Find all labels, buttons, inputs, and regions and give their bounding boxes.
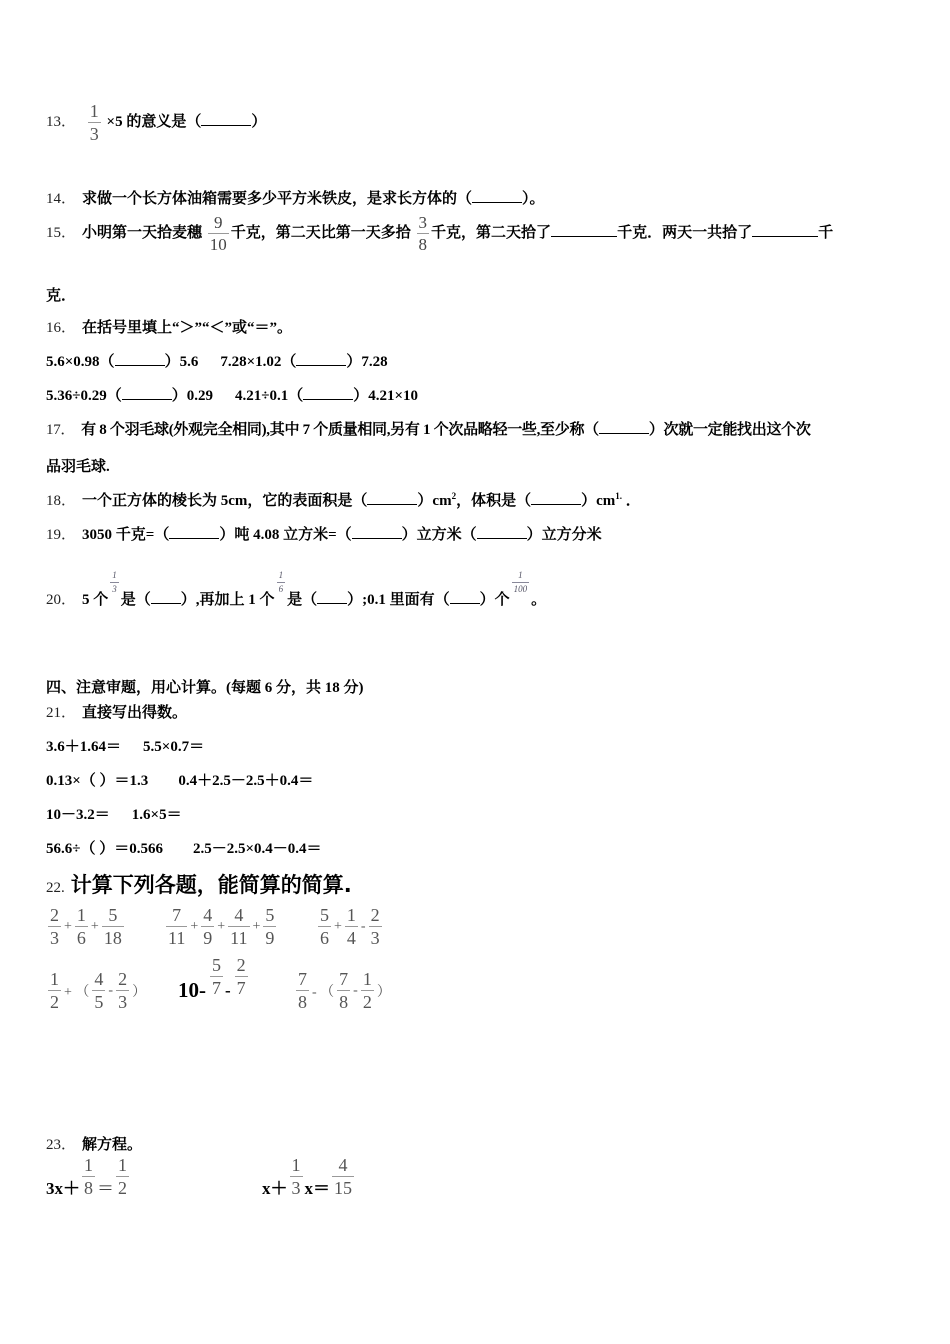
fraction — [201, 906, 214, 947]
equation-1 — [46, 1155, 131, 1207]
math-token: 7 — [172, 905, 182, 925]
question-number: 22. — [46, 880, 65, 896]
question-16 — [46, 316, 292, 337]
answer-blank[interactable] — [450, 591, 480, 604]
math-token: - — [360, 918, 366, 934]
question-18: 18． 一个正方体的棱长为 5cm，它的表面积是（ ）$cm^2$，体积是（ ）$cm^{1.}$ ． — [46, 491, 641, 509]
math-token: + — [90, 918, 99, 934]
math-token: 4 — [234, 905, 244, 925]
question-number: 18． — [46, 493, 77, 509]
answer-blank[interactable] — [115, 353, 165, 366]
question-text: 计算下列各题，能简算的简算. — [70, 873, 352, 897]
question-15-continued: 克． — [46, 288, 77, 304]
fraction: $\frac{9}{10}$ — [209, 213, 227, 254]
math-token: 6 — [76, 928, 86, 948]
answer-blank[interactable] — [352, 526, 402, 539]
math-token: 5 — [212, 955, 221, 975]
math-token: + — [64, 918, 72, 934]
math-token: - — [225, 980, 231, 1000]
math-token: 1 — [291, 1155, 301, 1175]
expression-2 — [164, 906, 278, 947]
question-text: 在括号里填上“＞”“＜”或“＝”。 — [82, 320, 293, 336]
math-token: 1 — [50, 969, 59, 989]
section-heading: 四、注意审题，用心计算。(每题 6 分，共 18 分) — [46, 680, 364, 696]
fraction: $\frac{1}{6}$ — [278, 570, 284, 595]
fraction — [290, 1156, 303, 1197]
math-token: 9 — [203, 928, 213, 948]
question-text: 直接写出得数。 — [82, 705, 188, 721]
fraction — [228, 906, 249, 947]
question-number: 15． — [46, 224, 77, 241]
math-token: 11 — [230, 928, 248, 948]
fraction — [318, 906, 331, 947]
fraction: $\frac{1}{100}$ — [513, 570, 528, 595]
question-20: 20． 5 个 $\frac{1}{3}$ 是（ ）,再加上 1 个 $\frac{1}{6}$ 是（ ）;0.1 里面有（ ）个 $\frac{1}{100}$ 。 — [46, 570, 547, 608]
math-token: + — [217, 918, 226, 934]
fraction — [166, 906, 187, 947]
math-token: 9 — [265, 928, 275, 948]
calc-row: 0.13×（ ）＝1.3 0.4＋2.5－2.5＋0.4＝ — [46, 773, 314, 789]
question-13: 13． $\frac{1}{3}$ ×5 的意义是（ ） — [46, 101, 267, 144]
fraction — [75, 906, 88, 947]
math-token: x＋ — [262, 1179, 288, 1198]
answer-blank[interactable] — [122, 387, 172, 400]
math-token: 4 — [94, 969, 104, 989]
question-21 — [46, 701, 187, 722]
math-token: - — [108, 982, 114, 998]
math-token: - （ — [312, 984, 335, 1000]
answer-blank[interactable] — [151, 591, 181, 604]
math-token: 4 — [346, 928, 356, 948]
math-token: ＝ — [97, 1179, 114, 1198]
question-number: 21． — [46, 705, 77, 721]
math-token: 8 — [298, 992, 307, 1012]
answer-blank[interactable] — [296, 353, 346, 366]
answer-blank[interactable] — [551, 224, 617, 237]
compare-row: 5.36÷0.29（ ）0.29 4.21÷0.1（ ）4.21×10 — [46, 388, 419, 404]
fraction — [48, 906, 61, 947]
calc-row: 56.6÷（ ）＝0.566 2.5－2.5×0.4－0.4＝ — [46, 841, 322, 857]
fraction — [345, 906, 358, 947]
math-token: + — [334, 918, 342, 934]
calc-row: 10－3.2＝ 1.6×5＝ — [46, 807, 182, 823]
fraction — [92, 970, 105, 1011]
question-23 — [46, 1133, 142, 1154]
math-token: x＝ — [304, 1179, 330, 1198]
expression-1 — [46, 906, 126, 947]
fraction — [116, 1156, 129, 1197]
math-token: 2 — [50, 905, 59, 925]
expression-5 — [178, 955, 250, 1011]
math-token: 1 — [118, 1155, 127, 1175]
answer-blank[interactable] — [169, 526, 219, 539]
fraction — [263, 906, 276, 947]
answer-blank[interactable] — [472, 190, 522, 203]
question-number: 23． — [46, 1137, 77, 1153]
answer-blank[interactable] — [531, 492, 581, 505]
question-number: 19． — [46, 527, 77, 543]
fraction: $\frac{1}{3}$ — [112, 570, 117, 595]
math-token: ） — [376, 984, 391, 1000]
math-token: 18 — [103, 928, 122, 948]
math-token: 2 — [236, 955, 246, 975]
expression-6 — [294, 970, 392, 1011]
math-token: 7 — [236, 978, 246, 998]
fraction — [296, 970, 309, 1011]
question-17-continued: 品羽毛球. — [46, 459, 110, 475]
math-token: 1 — [84, 1155, 93, 1175]
answer-blank[interactable] — [477, 526, 527, 539]
math-token: 4 — [338, 1155, 348, 1175]
math-token: + — [190, 918, 199, 934]
math-token: 2 — [118, 1178, 127, 1198]
math-token: 10- — [178, 978, 206, 1002]
math-token: 2 — [362, 992, 372, 1012]
math-token: ） — [132, 984, 147, 1000]
fraction — [116, 970, 129, 1011]
expression-4 — [46, 970, 147, 1011]
math-token: 1 — [76, 905, 86, 925]
fraction — [210, 956, 223, 997]
math-token: 6 — [320, 928, 329, 948]
answer-blank[interactable] — [599, 421, 649, 434]
fraction — [82, 1156, 95, 1197]
answer-blank[interactable] — [201, 113, 251, 126]
answer-blank[interactable] — [303, 387, 353, 400]
question-number: 14． — [46, 191, 77, 207]
fraction: $\frac{1}{3}$ — [89, 101, 99, 144]
math-token: 3 — [370, 928, 380, 948]
question-14: 14． 求做一个长方体油箱需要多少平方米铁皮，是求长方体的（ ）。 — [46, 191, 545, 207]
math-token: 3 — [291, 1178, 301, 1198]
fraction: $\frac{3}{8}$ — [418, 213, 428, 254]
math-token: 3x＋ — [46, 1179, 80, 1198]
question-number: 20． — [46, 592, 77, 608]
fraction — [361, 970, 374, 1011]
answer-blank[interactable] — [367, 492, 417, 505]
question-22 — [46, 869, 352, 899]
math-token: 1 — [346, 905, 356, 925]
math-token: 2 — [50, 992, 59, 1012]
math-token: 11 — [168, 928, 186, 948]
fraction — [48, 970, 61, 1011]
math-token: 3 — [118, 992, 128, 1012]
math-token: + （ — [64, 984, 90, 1000]
question-number: 16． — [46, 320, 77, 336]
math-token: - — [353, 982, 358, 998]
math-token: 5 — [265, 905, 275, 925]
math-token: 7 — [339, 969, 349, 989]
answer-blank[interactable] — [752, 224, 818, 237]
math-token: 5 — [94, 992, 104, 1012]
math-token: 5 — [108, 905, 118, 925]
answer-blank[interactable] — [317, 591, 347, 604]
math-token: 1 — [362, 969, 372, 989]
compare-row: 5.6×0.98（ ）5.6 7.28×1.02（ ）7.28 — [46, 354, 388, 370]
math-token: 4 — [203, 905, 213, 925]
equation-2 — [262, 1155, 356, 1207]
math-token: 8 — [339, 992, 349, 1012]
math-token: 15 — [334, 1178, 352, 1198]
math-token: + — [252, 918, 261, 934]
fraction — [337, 970, 350, 1011]
question-15: 15． 小明第一天拾麦穗 $\frac{9}{10}$ 千克，第二天比第一天多拾 $\frac{3}{8}$ 千克，第二天拾了 千克．两天一共拾了 千 — [46, 213, 834, 254]
math-token: 2 — [370, 905, 380, 925]
expression-3 — [316, 906, 384, 947]
question-number: 13． — [46, 113, 77, 130]
question-text: 求做一个长方体油箱需要多少平方米铁皮，是求长方体的（ — [82, 191, 473, 207]
question-number: 17． — [46, 422, 76, 438]
math-token: 5 — [320, 905, 329, 925]
question-text: 解方程。 — [82, 1137, 143, 1153]
math-token: 7 — [298, 969, 307, 989]
question-text: ×5 的意义是（ — [106, 113, 202, 130]
question-17: 17． 有 8 个羽毛球(外观完全相同),其中 7 个质量相同,另有 1 个次品略轻一些,至少称（ ）次就一定能找出这个次 — [46, 422, 811, 438]
fraction — [332, 1156, 354, 1197]
question-19: 19． 3050 千克=（ ）吨 4.08 立方米=（ ）立方米（ ）立方分米 — [46, 527, 602, 543]
math-token: 8 — [84, 1178, 93, 1198]
fraction — [369, 906, 382, 947]
fraction — [102, 906, 124, 947]
fraction — [235, 956, 248, 997]
math-token: 7 — [212, 978, 221, 998]
math-token: 2 — [118, 969, 128, 989]
math-token: 3 — [50, 928, 59, 948]
calc-row: 3.6＋1.64＝ 5.5×0.7＝ — [46, 739, 205, 755]
